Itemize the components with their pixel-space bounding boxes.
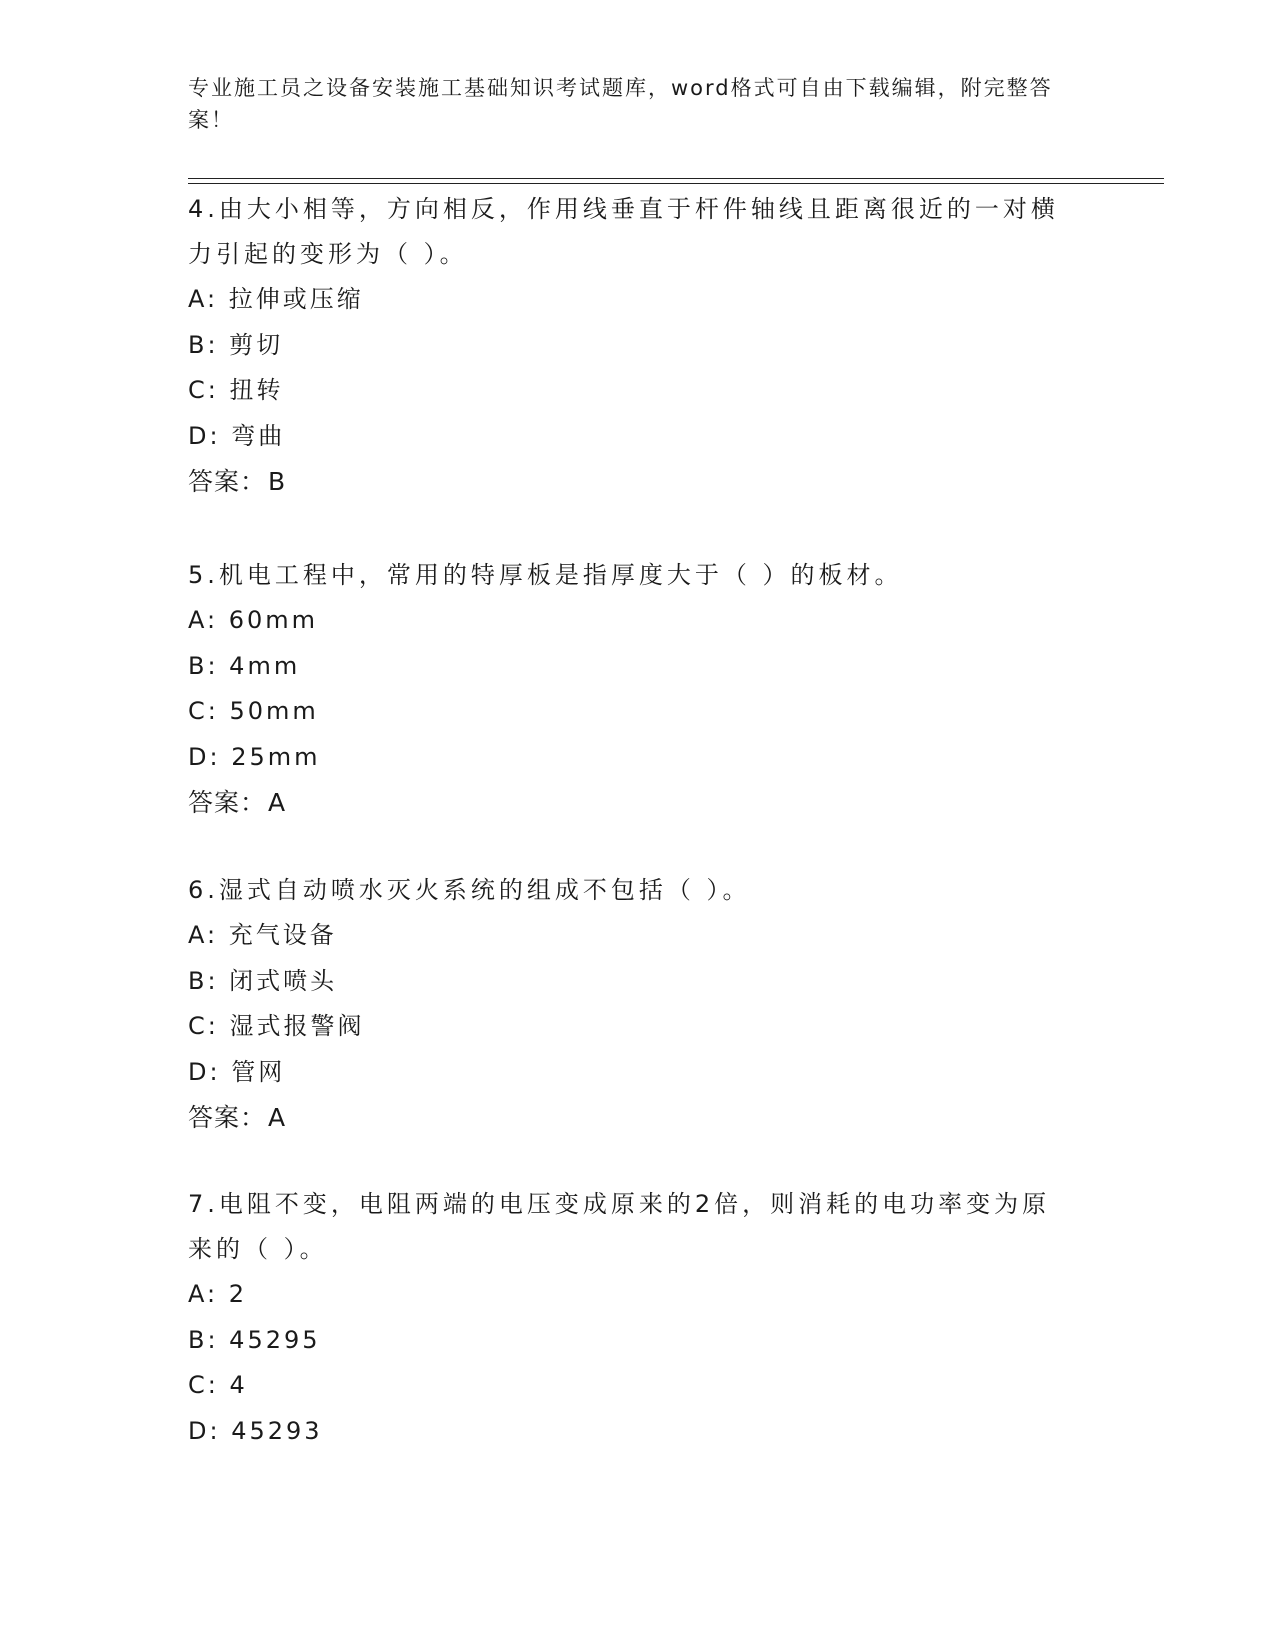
- document-header: 专业施工员之设备安装施工基础知识考试题库，word格式可自由下载编辑，附完整答案！: [188, 76, 1053, 132]
- answer-value: A: [268, 1103, 287, 1132]
- option-b: B: 4mm: [188, 651, 301, 680]
- option-a: A: 充气设备: [188, 921, 337, 949]
- option-d: D: 管网: [188, 1057, 286, 1086]
- option-c: C: 50mm: [188, 697, 319, 725]
- question-5: [188, 553, 1068, 825]
- option-d: D: 45293: [188, 1416, 323, 1445]
- option-b: B: 剪切: [188, 330, 284, 359]
- answer-line: [188, 459, 1068, 504]
- question-stem: 4.由大小相等，方向相反，作用线垂直于杆件轴线且距离很近的一对横力引起的变形为（ ）。: [188, 195, 1059, 268]
- answer-label: 答案：: [188, 788, 267, 817]
- option-d: D: 弯曲: [188, 421, 286, 450]
- option-b: B: 闭式喷头: [188, 966, 338, 995]
- question-4: [188, 187, 1068, 504]
- option-c: C: 湿式报警阀: [188, 1012, 365, 1040]
- answer-label: 答案：: [188, 1103, 267, 1132]
- header-divider-second: [188, 183, 1164, 184]
- question-6: [188, 868, 1068, 1140]
- option-d: D: 25mm: [188, 742, 321, 771]
- answer-line: [188, 780, 1068, 825]
- answer-value: B: [268, 467, 287, 496]
- option-c: C: 扭转: [188, 376, 284, 404]
- option-a: A: 拉伸或压缩: [188, 285, 364, 313]
- question-7: [188, 1182, 1068, 1454]
- option-a: A: 60mm: [188, 606, 319, 634]
- question-stem: 5.机电工程中，常用的特厚板是指厚度大于（ ）的板材。: [188, 561, 903, 589]
- answer-line: [188, 1095, 1068, 1140]
- question-stem: 6.湿式自动喷水灭火系统的组成不包括（ ）。: [188, 876, 751, 904]
- option-b: B: 45295: [188, 1325, 321, 1354]
- option-a: A: 2: [188, 1280, 247, 1308]
- answer-value: A: [268, 788, 287, 817]
- answer-label: 答案：: [188, 467, 267, 496]
- header-divider: [188, 178, 1164, 179]
- question-stem: 7.电阻不变，电阻两端的电压变成原来的2倍，则消耗的电功率变为原来的（ ）。: [188, 1190, 1051, 1263]
- option-c: C: 4: [188, 1371, 248, 1399]
